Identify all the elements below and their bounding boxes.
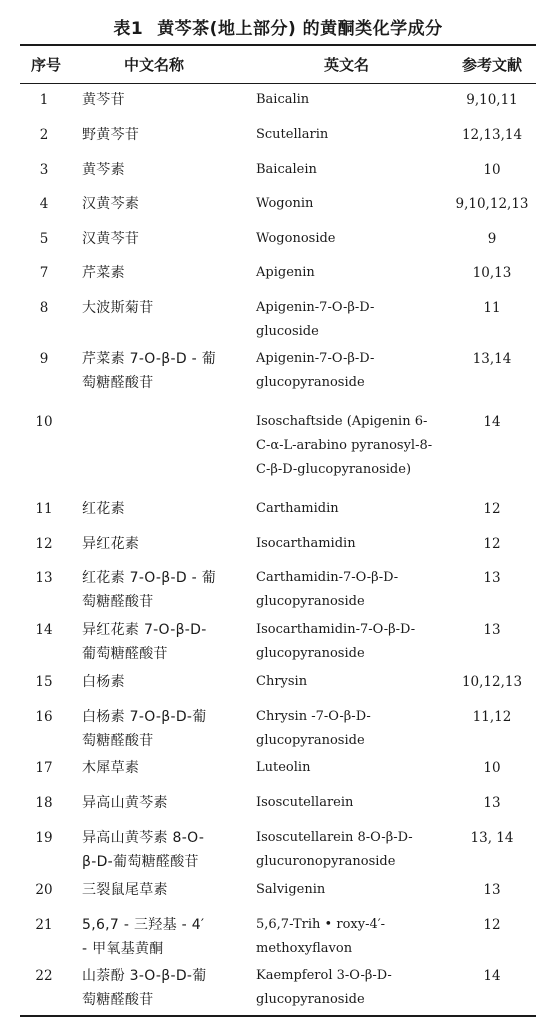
chinese-name-line: 芹菜素 7-O-β-D - 葡	[82, 351, 217, 367]
references: 13	[483, 570, 501, 586]
chinese-name-line: 异高山黄芩素	[82, 795, 168, 811]
chinese-name	[82, 670, 242, 694]
chinese-name	[82, 791, 242, 815]
english-name-line: Chrysin	[256, 674, 308, 689]
english-name-line: Apigenin-7-O-β-D-	[256, 300, 375, 315]
english-name-line: glucuronopyranoside	[256, 854, 396, 869]
chinese-name-line: 萄糖醛酸苷	[82, 992, 154, 1008]
english-name-line: Salvigenin	[256, 882, 326, 897]
references: 13	[483, 622, 501, 638]
references: 12	[483, 536, 501, 552]
chinese-name	[82, 913, 242, 961]
english-name	[256, 756, 446, 780]
bottom-rule	[20, 1015, 536, 1017]
chinese-name	[82, 826, 242, 874]
english-name	[256, 158, 446, 182]
english-name	[256, 964, 446, 1012]
chinese-name	[82, 347, 242, 395]
row-number: 17	[35, 760, 53, 776]
references: 9,10,11	[466, 92, 518, 108]
chinese-name	[82, 158, 242, 182]
row-number: 2	[39, 127, 49, 143]
english-name	[256, 410, 446, 482]
chinese-name-line: 木犀草素	[82, 760, 140, 776]
english-name	[256, 913, 446, 961]
english-name	[256, 497, 446, 521]
english-name-line: Isoschaftside (Apigenin 6-	[256, 414, 428, 429]
table-caption: 黄芩茶(地上部分) 的黄酮类化学成分	[157, 19, 443, 39]
english-name-line: glucopyranoside	[256, 733, 365, 748]
english-name-line: Baicalin	[256, 92, 310, 107]
chinese-name	[82, 756, 242, 780]
header-no: 序号	[30, 56, 61, 74]
chinese-name-line: 大波斯菊苷	[82, 300, 154, 316]
chinese-name-line: 异红花素	[82, 536, 140, 552]
references: 12	[483, 917, 501, 933]
references: 10,12,13	[461, 674, 523, 690]
english-name-line: C-β-D-glucopyranoside)	[256, 462, 412, 477]
chinese-name-line: 白杨素	[82, 674, 125, 690]
chinese-name-line: 汉黄芩素	[82, 196, 140, 212]
chinese-name-line: 三裂鼠尾草素	[82, 882, 168, 898]
header-rule	[20, 83, 536, 84]
references: 13	[483, 882, 501, 898]
english-name-line: glucopyranoside	[256, 992, 365, 1007]
english-name-line: Isoscutellarein 8-O-β-D-	[256, 830, 413, 845]
english-name	[256, 261, 446, 285]
chinese-name-line: 红花素 7-O-β-D - 葡	[82, 570, 217, 586]
english-name-line: glucopyranoside	[256, 594, 365, 609]
chinese-name-line: 白杨素 7-O-β-D-葡	[82, 709, 207, 725]
row-number: 3	[39, 162, 49, 178]
chinese-name	[82, 964, 242, 1012]
row-number: 10	[35, 414, 53, 430]
row-number: 16	[35, 709, 53, 725]
references: 11	[483, 300, 501, 316]
chinese-name-line: 萄糖醛酸苷	[82, 594, 154, 610]
row-number: 8	[39, 300, 49, 316]
chinese-name	[82, 123, 242, 147]
references: 13,14	[472, 351, 512, 367]
english-name-line: Carthamidin	[256, 501, 339, 516]
english-name-line: C-α-L-arabino pyranosyl-8-	[256, 438, 433, 453]
english-name	[256, 618, 446, 666]
english-name-line: Apigenin	[256, 265, 315, 280]
top-rule	[20, 44, 536, 46]
header-references: 参考文献	[461, 56, 522, 74]
references: 12,13,14	[461, 127, 523, 143]
english-name	[256, 227, 446, 251]
english-name-line: Luteolin	[256, 760, 311, 775]
english-name-line: glucopyranoside	[256, 375, 365, 390]
english-name-line: methoxyflavon	[256, 941, 353, 956]
english-name-line: Chrysin -7-O-β-D-	[256, 709, 371, 724]
english-name	[256, 705, 446, 753]
english-name-line: Isocarthamidin	[256, 536, 356, 551]
chinese-name-line: 芹菜素	[82, 265, 125, 281]
english-name-line: Kaempferol 3-O-β-D-	[256, 968, 392, 983]
chinese-name-line: 黄芩素	[82, 162, 125, 178]
chinese-name	[82, 878, 242, 902]
chinese-name-line: 山萘酚 3-O-β-D-葡	[82, 968, 207, 984]
chinese-name	[82, 618, 242, 666]
english-name	[256, 670, 446, 694]
references: 14	[483, 968, 501, 984]
english-name	[256, 566, 446, 614]
chinese-name	[82, 296, 242, 320]
chinese-name	[82, 192, 242, 216]
english-name-line: Isoscutellarein	[256, 795, 354, 810]
references: 10,13	[472, 265, 512, 281]
references: 13	[483, 795, 501, 811]
table-title	[0, 14, 556, 39]
chinese-name-line: 异红花素 7-O-β-D-	[82, 622, 207, 638]
row-number: 11	[35, 501, 53, 517]
table-number: 表1	[113, 19, 144, 39]
row-number: 14	[35, 622, 53, 638]
english-name	[256, 123, 446, 147]
row-number: 7	[39, 265, 49, 281]
english-name	[256, 296, 446, 344]
chinese-name-line: 野黄芩苷	[82, 127, 140, 143]
chinese-name	[82, 566, 242, 614]
english-name-line: Isocarthamidin-7-O-β-D-	[256, 622, 416, 637]
english-name-line: Carthamidin-7-O-β-D-	[256, 570, 399, 585]
english-name-line: Wogonoside	[256, 231, 336, 246]
chinese-name	[82, 532, 242, 556]
references: 9,10,12,13	[455, 196, 529, 212]
references: 14	[483, 414, 501, 430]
english-name	[256, 826, 446, 874]
chinese-name	[82, 705, 242, 753]
row-number: 5	[39, 231, 49, 247]
english-name-line: glucoside	[256, 324, 319, 339]
chinese-name-line: 5,6,7 - 三羟基 - 4′	[82, 917, 205, 933]
chinese-name	[82, 497, 242, 521]
chinese-name-line: 红花素	[82, 501, 125, 517]
row-number: 18	[35, 795, 53, 811]
english-name-line: Wogonin	[256, 196, 314, 211]
references: 11,12	[472, 709, 512, 725]
chinese-name-line: 黄芩苷	[82, 92, 125, 108]
chinese-name-line: 葡萄糖醛酸苷	[82, 646, 168, 662]
row-number: 12	[35, 536, 53, 552]
chinese-name-line: β-D-葡萄糖醛酸苷	[82, 854, 199, 870]
english-name	[256, 878, 446, 902]
references: 9	[487, 231, 497, 247]
english-name	[256, 532, 446, 556]
english-name	[256, 791, 446, 815]
chinese-name-line: - 甲氧基黄酮	[82, 941, 164, 957]
chinese-name-line: 汉黄芩苷	[82, 231, 140, 247]
chinese-name-line: 异高山黄芩素 8-O-	[82, 830, 205, 846]
row-number: 9	[39, 351, 49, 367]
english-name-line: Apigenin-7-O-β-D-	[256, 351, 375, 366]
chinese-name	[82, 227, 242, 251]
references: 13, 14	[470, 830, 514, 846]
chinese-name	[82, 261, 242, 285]
english-name	[256, 88, 446, 112]
english-name-line: Scutellarin	[256, 127, 329, 142]
references: 10	[483, 162, 501, 178]
english-name-line: glucopyranoside	[256, 646, 365, 661]
row-number: 13	[35, 570, 53, 586]
english-name-line: 5,6,7-Trih • roxy-4′-	[256, 917, 386, 932]
english-name	[256, 192, 446, 216]
chinese-name	[82, 88, 242, 112]
chinese-name-line: 萄糖醛酸苷	[82, 733, 154, 749]
row-number: 1	[39, 92, 49, 108]
row-number: 4	[39, 196, 49, 212]
row-number: 20	[35, 882, 53, 898]
chinese-name-line: 萄糖醛酸苷	[82, 375, 154, 391]
english-name	[256, 347, 446, 395]
header-chinese-name: 中文名称	[124, 56, 185, 74]
header-english-name: 英文名	[324, 56, 370, 74]
row-number: 15	[35, 674, 53, 690]
references: 10	[483, 760, 501, 776]
references: 12	[483, 501, 501, 517]
row-number: 21	[35, 917, 53, 933]
english-name-line: Baicalein	[256, 162, 317, 177]
row-number: 22	[35, 968, 53, 984]
row-number: 19	[35, 830, 53, 846]
